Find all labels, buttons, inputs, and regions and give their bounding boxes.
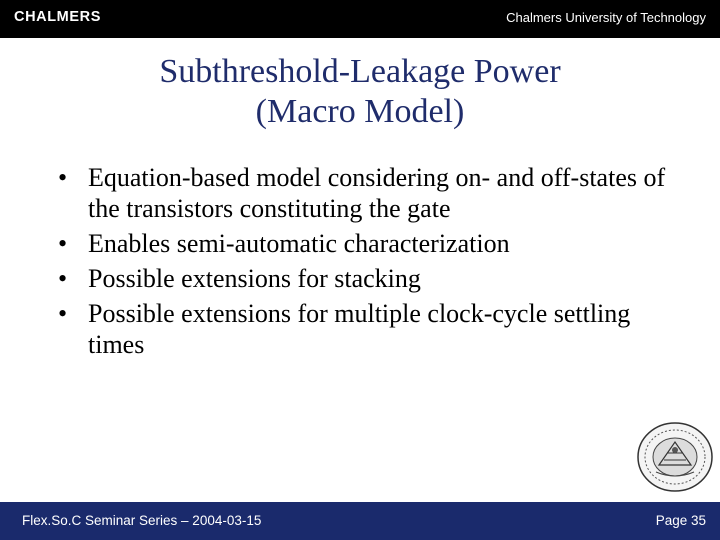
chalmers-seal-icon xyxy=(634,420,716,494)
organization-name: Chalmers University of Technology xyxy=(506,10,706,25)
bullet-text: Enables semi-automatic characterization xyxy=(88,229,510,258)
bullet-marker: • xyxy=(58,229,68,258)
bullet-item xyxy=(58,228,678,259)
slide-title xyxy=(0,52,720,132)
bullet-marker: • xyxy=(58,299,68,328)
page-number: Page 35 xyxy=(655,513,706,528)
bullet-text: Equation-based model considering on- and off-states of the transistors constituting the gate xyxy=(88,163,666,223)
chalmers-logo: CHALMERS xyxy=(14,9,101,25)
bullet-list xyxy=(58,162,678,364)
bullet-item xyxy=(58,298,678,360)
bullet-text: Possible extensions for multiple clock-cycle settling times xyxy=(88,299,631,359)
bullet-marker: • xyxy=(58,163,68,192)
bullet-marker: • xyxy=(58,264,68,293)
header-bar xyxy=(0,0,720,38)
footer-series-text: Flex.So.C Seminar Series – 2004-03-15 xyxy=(22,513,262,528)
bullet-text: Possible extensions for stacking xyxy=(88,264,421,293)
footer-bar xyxy=(0,502,720,540)
slide-title-line-2: (Macro Model) xyxy=(255,93,465,130)
bullet-item xyxy=(58,162,678,224)
bullet-item xyxy=(58,263,678,294)
slide-title-line-1: Subthreshold-Leakage Power xyxy=(159,53,561,90)
